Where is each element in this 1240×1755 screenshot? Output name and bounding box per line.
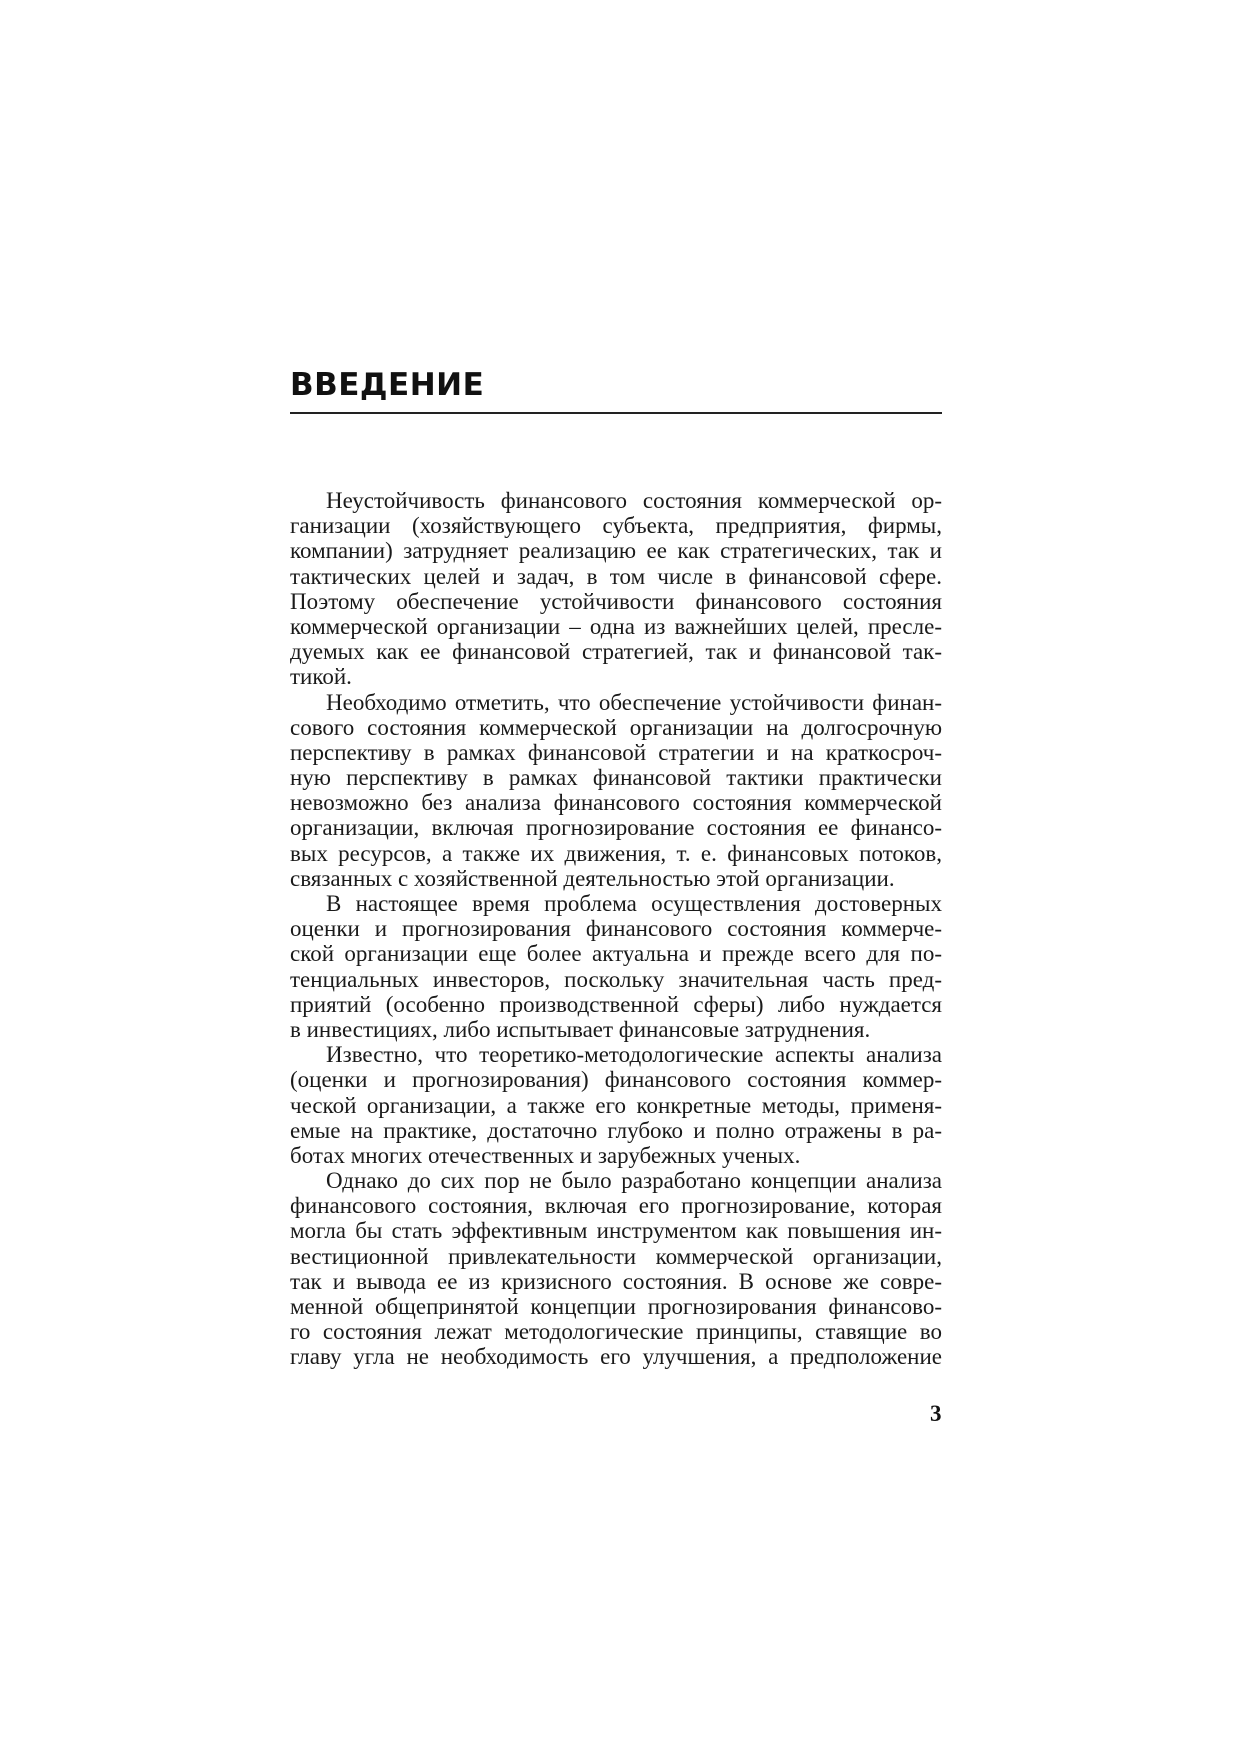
text-line: тикой.: [290, 664, 352, 690]
text-line: связанных с хозяйственной деятельностью этой организации.: [290, 865, 895, 891]
text-line: ную перспективу в рамках финансовой тактики практически: [290, 765, 942, 791]
text-line: оценки и прогнозирования финансового состояния коммерче-: [290, 916, 942, 942]
text-line: организации, включая прогнозирование состояния ее финансо-: [290, 815, 942, 841]
text-line: менной общепринятой концепции прогнозирования финансово-: [290, 1294, 942, 1319]
text-line: ботах многих отечественных и зарубежных ученых.: [290, 1142, 801, 1168]
text-line: коммерческой организации – одна из важнейших целей, пресле-: [290, 613, 942, 639]
body-text: [290, 488, 942, 1370]
text-line: сового состояния коммерческой организации на долгосрочную: [290, 714, 942, 740]
text-line: Однако до сих пор не было разработано концепции анализа: [326, 1168, 942, 1194]
text-line: Поэтому обеспечение устойчивости финансового состояния: [290, 588, 942, 614]
text-line: финансового состояния, включая его прогнозирование, которая: [290, 1193, 942, 1219]
text-line: дуемых как ее финансовой стратегией, так и финансовой так-: [290, 639, 942, 665]
text-line: невозможно без анализа финансового состояния коммерческой: [290, 790, 942, 816]
text-line: Необходимо отметить, что обеспечение устойчивости финан-: [326, 689, 942, 715]
text-line: вых ресурсов, а также их движения, т. е. финансовых потоков,: [290, 840, 942, 866]
text-line: главу угла не необходимость его улучшения, а предположение: [290, 1344, 942, 1370]
text-line: В настоящее время проблема осуществления достоверных: [326, 891, 942, 916]
text-line: Неустойчивость финансового состояния коммерческой ор-: [326, 488, 942, 513]
heading-rule: [290, 412, 942, 414]
text-line: го состояния лежат методологические принципы, ставящие во: [290, 1319, 942, 1345]
text-line: перспективу в рамках финансовой стратегии и на краткосроч-: [290, 739, 942, 765]
text-line: так и вывода ее из кризисного состояния. В основе же совре-: [290, 1268, 942, 1294]
text-line: ской организации еще более актуальна и прежде всего для по-: [290, 941, 942, 967]
text-line: тенциальных инвесторов, поскольку значительная часть пред-: [290, 966, 942, 992]
text-line: компании) затрудняет реализацию ее как стратегических, так и: [290, 538, 942, 564]
text-line: ческой организации, а также его конкретные методы, применя-: [290, 1092, 942, 1118]
chapter-heading: ВВЕДЕНИЕ: [290, 367, 485, 403]
text-line: тактических целей и задач, в том числе в финансовой сфере.: [290, 563, 942, 589]
text-line: приятий (особенно производственной сферы) либо нуждается: [290, 991, 942, 1017]
text-line: ганизации (хозяйствующего субъекта, предприятия, фирмы,: [290, 513, 942, 539]
text-line: Известно, что теоретико-методологические аспекты анализа: [326, 1042, 942, 1068]
text-line: емые на практике, достаточно глубоко и полно отражены в ра-: [290, 1117, 942, 1143]
text-line: вестиционной привлекательности коммерческой организации,: [290, 1243, 942, 1269]
text-line: могла бы стать эффективным инструментом как повышения ин-: [290, 1218, 942, 1244]
page-number: 3: [930, 1401, 942, 1426]
text-line: в инвестициях, либо испытывает финансовые затруднения.: [290, 1016, 871, 1042]
text-line: (оценки и прогнозирования) финансового состояния коммер-: [290, 1067, 942, 1093]
